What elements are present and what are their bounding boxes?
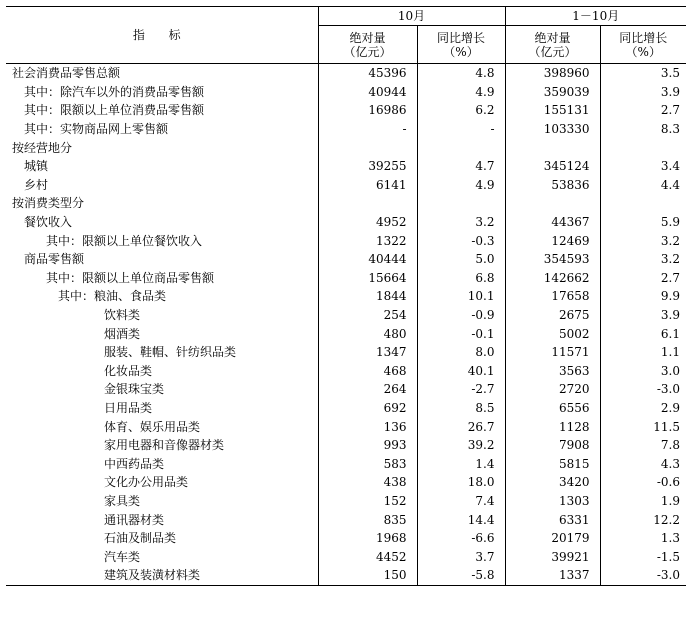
month-abs-value: 1347 [318, 343, 417, 362]
month-growth-value: 3.7 [417, 547, 505, 566]
month-abs-value: 39255 [318, 157, 417, 176]
indicator-header: 指 标 [6, 7, 318, 64]
retail-sales-table [6, 6, 686, 586]
table-row [6, 473, 686, 492]
month-growth-value: 26.7 [417, 417, 505, 436]
month-growth-value: 8.5 [417, 399, 505, 418]
month-growth-value: 4.8 [417, 64, 505, 83]
table-header [6, 7, 686, 64]
row-label: 石油及制品类 [6, 529, 318, 548]
ytd-abs-value: 2720 [505, 380, 600, 399]
month-abs-value: 150 [318, 566, 417, 585]
table-row [6, 157, 686, 176]
month-abs-value: 1844 [318, 287, 417, 306]
table-row [6, 436, 686, 455]
row-label: 其中：限额以上单位消费品零售额 [6, 101, 318, 120]
month-growth-value: 18.0 [417, 473, 505, 492]
month-growth-value: 4.9 [417, 83, 505, 102]
table-row [6, 417, 686, 436]
row-label: 乡村 [6, 176, 318, 195]
ytd-abs-value: 1303 [505, 492, 600, 511]
ytd-growth-value: 2.7 [660, 270, 680, 285]
month-abs-value: 468 [318, 362, 417, 381]
table-row [6, 399, 686, 418]
ytd-growth-value: -3.0 [600, 566, 686, 585]
month-abs-value: 1322 [318, 231, 417, 250]
row-label: 其中：粮油、食品类 [6, 287, 318, 306]
table-row [6, 492, 686, 511]
row-label: 金银珠宝类 [6, 380, 318, 399]
ytd-abs-value: 103330 [505, 120, 600, 139]
month-abs-value: 152 [318, 492, 417, 511]
ytd-growth-value [600, 138, 686, 157]
ytd-abs-value: 354593 [505, 250, 600, 269]
month-growth-value: - [417, 120, 505, 139]
month-growth-value [417, 138, 505, 157]
table-row [6, 454, 686, 473]
month-group-header: 10月 [318, 7, 505, 26]
row-label: 家具类 [6, 492, 318, 511]
month-abs-value: 993 [318, 436, 417, 455]
ytd-growth-value: 3.9 [660, 84, 680, 99]
month-abs-value: 480 [318, 324, 417, 343]
month-growth-value [417, 194, 505, 213]
table-row [6, 83, 686, 102]
ytd-abs-value: 1128 [505, 417, 600, 436]
ytd-abs-value: 44367 [505, 213, 600, 232]
ytd-growth-value: 1.9 [660, 493, 680, 508]
ytd-abs-value: 155131 [505, 101, 600, 120]
ytd-abs-value [505, 138, 600, 157]
table-row [6, 343, 686, 362]
ytd-abs-value: 398960 [505, 64, 600, 83]
row-label: 按消费类型分 [6, 194, 318, 213]
ytd-growth-value: -1.5 [656, 549, 680, 564]
ytd-growth-value: 1.1 [660, 345, 680, 360]
month-growth-value: 4.9 [417, 176, 505, 195]
row-label: 中西药品类 [6, 454, 318, 473]
table-row [6, 213, 686, 232]
ytd-abs-value: 39921 [505, 547, 600, 566]
row-label: 化妆品类 [6, 362, 318, 381]
month-growth-value: 14.4 [417, 510, 505, 529]
ytd-abs-value: 17658 [505, 287, 600, 306]
month-growth-value: 7.4 [417, 492, 505, 511]
ytd-abs-value: 345124 [505, 157, 600, 176]
ytd-abs-value: 11571 [505, 343, 600, 362]
row-label: 文化办公用品类 [6, 473, 318, 492]
ytd-abs-value: 53836 [505, 176, 600, 195]
month-abs-value: 692 [318, 399, 417, 418]
month-growth-value: 39.2 [417, 436, 505, 455]
month-growth-value: -2.7 [417, 380, 505, 399]
table-row [6, 287, 686, 306]
table-row [6, 64, 686, 83]
row-label: 汽车类 [6, 547, 318, 566]
ytd-growth-value: 1.3 [660, 531, 680, 546]
ytd-abs-value: 2675 [505, 306, 600, 325]
ytd-growth-value: 3.2 [660, 233, 680, 248]
table-row [6, 380, 686, 399]
ytd-abs-value: 359039 [505, 83, 600, 102]
ytd-growth-value: 12.2 [653, 512, 680, 527]
ytd-abs-value: 7908 [505, 436, 600, 455]
ytd-abs-value [505, 194, 600, 213]
month-growth-value: -6.6 [417, 529, 505, 548]
row-label: 体育、娱乐用品类 [6, 417, 318, 436]
row-label: 其中：实物商品网上零售额 [6, 120, 318, 139]
ytd-abs-value: 6331 [505, 510, 600, 529]
row-label: 饮料类 [6, 306, 318, 325]
ytd-growth-value: 3.0 [660, 363, 680, 378]
ytd-growth-value: 7.8 [660, 438, 680, 453]
ytd-abs-value: 5815 [505, 454, 600, 473]
month-growth-value: 1.4 [417, 454, 505, 473]
month-growth-value: 6.8 [417, 269, 505, 288]
ytd-growth-value: 6.1 [660, 326, 680, 341]
row-label: 家用电器和音像器材类 [6, 436, 318, 455]
table-row [6, 547, 686, 566]
row-label: 餐饮收入 [6, 213, 318, 232]
ytd-abs-value: 20179 [505, 529, 600, 548]
ytd-group-header: 1－10月 [505, 7, 686, 26]
row-label: 服装、鞋帽、针纺织品类 [6, 343, 318, 362]
month-growth-value: -0.3 [417, 231, 505, 250]
table-row [6, 231, 686, 250]
ytd-growth-value: 2.9 [660, 400, 680, 415]
row-label: 商品零售额 [6, 250, 318, 269]
month-growth-value: -0.9 [417, 306, 505, 325]
ytd-growth-value: 8.3 [660, 122, 680, 137]
month-abs-value: 45396 [318, 64, 417, 83]
table-row [6, 176, 686, 195]
table-row [6, 194, 686, 213]
row-label: 社会消费品零售总额 [6, 64, 318, 83]
month-growth-value: -5.8 [417, 566, 505, 585]
month-abs-value: 254 [318, 306, 417, 325]
row-label: 日用品类 [6, 399, 318, 418]
month-abs-value: 136 [318, 417, 417, 436]
row-label: 其中：限额以上单位商品零售额 [6, 269, 318, 288]
ytd-abs-value: 3420 [505, 473, 600, 492]
month-growth-value: 3.2 [417, 213, 505, 232]
table-row [6, 362, 686, 381]
ytd-abs-value: 142662 [505, 269, 600, 288]
month-abs-value: 4952 [318, 213, 417, 232]
table-row [6, 138, 686, 157]
ytd-growth-value: 11.5 [653, 419, 680, 434]
month-growth-value: 4.7 [417, 157, 505, 176]
table-row [6, 306, 686, 325]
month-growth-value: -0.1 [417, 324, 505, 343]
month-abs-value: - [318, 120, 417, 139]
month-abs-value: 1968 [318, 529, 417, 548]
ytd-growth-value: 3.4 [660, 159, 680, 174]
month-growth-header: 同比增长 （%） [417, 26, 505, 64]
ytd-growth-value: 3.5 [660, 66, 680, 81]
month-abs-value: 583 [318, 454, 417, 473]
ytd-growth-value: 3.2 [660, 252, 680, 267]
table-row [6, 324, 686, 343]
ytd-growth-value: 2.7 [660, 103, 680, 118]
month-abs-value: 16986 [318, 101, 417, 120]
ytd-growth-value: -3.0 [656, 382, 680, 397]
ytd-abs-value: 6556 [505, 399, 600, 418]
month-abs-value: 40444 [318, 250, 417, 269]
ytd-growth-value: 5.9 [660, 215, 680, 230]
month-abs-value: 4452 [318, 547, 417, 566]
ytd-abs-value: 5002 [505, 324, 600, 343]
ytd-abs-header: 绝对量 （亿元） [505, 26, 600, 64]
table-row [6, 120, 686, 139]
ytd-growth-value: 4.3 [660, 456, 680, 471]
row-label: 城镇 [6, 157, 318, 176]
month-abs-value: 6141 [318, 176, 417, 195]
row-label: 通讯器材类 [6, 510, 318, 529]
month-abs-value: 15664 [318, 269, 417, 288]
table-row [6, 529, 686, 548]
month-growth-value: 5.0 [417, 250, 505, 269]
row-label: 其中：除汽车以外的消费品零售额 [6, 83, 318, 102]
ytd-growth-value: -0.6 [656, 475, 680, 490]
row-label: 按经营地分 [6, 138, 318, 157]
month-abs-header: 绝对量 （亿元） [318, 26, 417, 64]
row-label: 建筑及装潢材料类 [6, 566, 318, 585]
table-row [6, 250, 686, 269]
table-row [6, 510, 686, 529]
table-row [6, 269, 686, 288]
month-abs-value: 438 [318, 473, 417, 492]
table-body [6, 64, 686, 586]
ytd-abs-value: 12469 [505, 231, 600, 250]
ytd-growth-value: 3.9 [660, 308, 680, 323]
row-label: 其中：限额以上单位餐饮收入 [6, 231, 318, 250]
month-growth-value: 10.1 [417, 287, 505, 306]
ytd-growth-header: 同比增长 （%） [619, 30, 668, 59]
month-growth-value: 6.2 [417, 101, 505, 120]
row-label: 烟酒类 [6, 324, 318, 343]
table-row [6, 101, 686, 120]
ytd-abs-value: 3563 [505, 362, 600, 381]
ytd-growth-value: 9.9 [660, 289, 680, 304]
table-row [6, 566, 686, 585]
month-growth-value: 40.1 [417, 362, 505, 381]
month-abs-value: 264 [318, 380, 417, 399]
month-abs-value: 40944 [318, 83, 417, 102]
month-abs-value: 835 [318, 510, 417, 529]
month-abs-value [318, 194, 417, 213]
month-abs-value [318, 138, 417, 157]
ytd-growth-value: 4.4 [660, 177, 680, 192]
month-growth-value: 8.0 [417, 343, 505, 362]
ytd-growth-value [600, 194, 686, 213]
ytd-abs-value: 1337 [505, 566, 600, 585]
